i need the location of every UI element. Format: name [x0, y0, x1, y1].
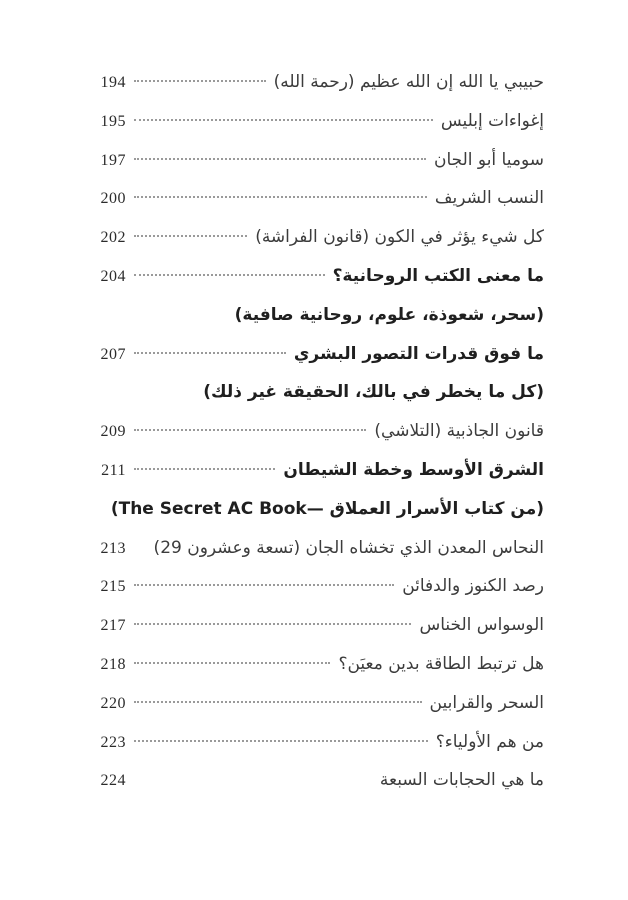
toc-entry [84, 732, 544, 771]
toc-entry-title: السحر والقرابين [429, 692, 544, 713]
page-number: 202 [100, 229, 126, 247]
toc-entry [84, 150, 544, 189]
toc-entry [84, 615, 544, 654]
page-number: 200 [100, 190, 126, 208]
toc-entry-title: قانون الجاذبية (التلاشي) [374, 421, 544, 442]
page-number: 211 [101, 461, 126, 479]
dot-leader [134, 352, 286, 354]
toc-entry [84, 227, 544, 266]
dot-leader [134, 662, 330, 664]
toc-entry-title: إغواءات إبليس [440, 110, 544, 131]
toc-entry [84, 576, 544, 615]
page-number: 218 [100, 655, 126, 673]
toc-entry [84, 770, 544, 809]
dot-leader [134, 235, 247, 237]
toc-entry [84, 266, 544, 305]
dot-leader [134, 701, 422, 703]
toc-entry [84, 693, 544, 732]
page-number: 197 [100, 151, 126, 169]
toc-entry-title: ما فوق قدرات التصور البشري [293, 343, 544, 364]
toc-entry-title: (من كتاب الأسرار العملاق —The Secret AC Book) [110, 498, 544, 519]
toc-entry [84, 538, 544, 577]
dot-leader [134, 584, 394, 586]
page-number: 217 [100, 617, 126, 635]
dot-leader [134, 623, 411, 625]
dot-leader [134, 429, 366, 431]
toc-entry-title: الوسواس الخناس [419, 615, 544, 636]
toc-entry-title: سوميا أبو الجان [433, 149, 544, 170]
page-number: 213 [100, 539, 126, 557]
toc-entry [84, 72, 544, 111]
page-number: 195 [100, 112, 126, 130]
dot-leader [134, 274, 325, 276]
page-number: 204 [100, 267, 126, 285]
toc-entry-title: كل شيء يؤثر في الكون (قانون الفراشة) [255, 227, 544, 248]
page-number: 209 [100, 423, 126, 441]
toc-entry-title: ما معنى الكتب الروحانية؟ [332, 265, 544, 286]
toc-entry-title: النحاس المعدن الذي تخشاه الجان (تسعة وعشرون 29) [153, 537, 544, 558]
toc-entry-title: هل ترتبط الطاقة بدين معيَن؟ [338, 653, 544, 674]
toc-entry [84, 654, 544, 693]
toc-entry-title: من هم الأولياء؟ [435, 731, 544, 752]
page-number: 207 [100, 345, 126, 363]
dot-leader [134, 468, 275, 470]
toc-list [84, 72, 544, 809]
toc-entry-title: (كل ما يخطر في بالك، الحقيقة غير ذلك) [203, 382, 544, 403]
dot-leader [134, 119, 433, 121]
toc-entry-title: ما هي الحجابات السبعة [379, 770, 544, 791]
toc-entry [84, 382, 544, 421]
toc-entry-title: حبيبي يا الله إن الله عظيم (رحمة الله) [273, 72, 544, 92]
toc-entry [84, 188, 544, 227]
toc-entry [84, 499, 544, 538]
toc-entry [84, 344, 544, 383]
dot-leader [134, 158, 426, 160]
toc-entry-title: (سحر، شعوذة، علوم، روحانية صافية) [234, 304, 544, 325]
dot-leader [134, 196, 427, 198]
toc-entry [84, 305, 544, 344]
page-number: 223 [100, 733, 126, 751]
toc-entry [84, 421, 544, 460]
toc-entry-title: الشرق الأوسط وخطة الشيطان [283, 459, 544, 480]
dot-leader [134, 80, 266, 82]
toc-entry [84, 460, 544, 499]
toc-entry-title: رصد الكنوز والدفائن [402, 576, 544, 597]
page-number: 194 [100, 74, 126, 91]
page-number: 224 [100, 772, 126, 790]
toc-entry [84, 111, 544, 150]
page-number: 215 [100, 578, 126, 596]
toc-entry-title: النسب الشريف [434, 188, 544, 209]
page-number: 220 [100, 694, 126, 712]
dot-leader [134, 740, 428, 742]
